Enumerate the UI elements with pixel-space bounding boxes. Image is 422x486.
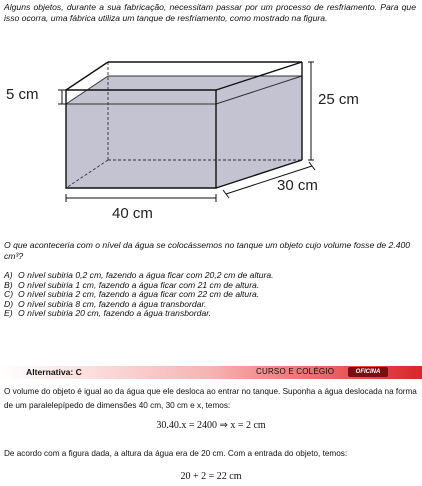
equation-2: 20 + 2 = 22 cm — [180, 471, 242, 482]
option-text: O nível subiria 2 cm, fazendo a água ficar com 22 cm de altura. — [18, 289, 260, 300]
dimension-25cm — [308, 62, 314, 160]
option-letter: B) — [4, 279, 13, 290]
equation-1: 30.40.x = 2400 ⇒ x = 2 cm — [156, 420, 266, 431]
dimension-40cm — [66, 194, 216, 202]
question-text: O que aconteceria com o nível da água se colocássemos no tanque um objeto cujo volume fosse de 2.400 cm³? — [4, 240, 411, 261]
answer-bar — [0, 366, 422, 379]
option-text: O nível subiria 1 cm, fazendo a água ficar com 21 cm de altura. — [18, 279, 260, 290]
label-40cm: 40 cm — [112, 205, 153, 222]
dimension-5cm — [58, 90, 66, 104]
tank-figure — [0, 52, 422, 230]
option-letter: C) — [4, 289, 14, 300]
answer-label: Alternativa: C — [26, 367, 82, 377]
problem-intro: Alguns objetos, durante a sua fabricação, necessitam passar por um processo de resfriamento. Para que isso ocorra, uma fábrica utiliza um tanque de resfriamento, como mostrado na figura. — [4, 2, 416, 23]
course-name: CURSO E COLÉGIO — [256, 367, 335, 376]
option-e[interactable] — [4, 309, 416, 319]
oficina-logo: OFICINA — [348, 367, 388, 377]
label-30cm: 30 cm — [277, 177, 318, 194]
option-letter: D) — [4, 298, 14, 309]
explanation-2: De acordo com a figura dada, a altura da água era de 20 cm. Com a entrada do objeto, temos: — [4, 449, 348, 458]
option-letter: A) — [4, 270, 13, 280]
option-text: O nível subiria 0,2 cm, fazendo a água ficar com 20,2 cm de altura. — [18, 270, 274, 280]
label-5cm: 5 cm — [6, 86, 39, 103]
explanation-1: O volume do objeto é igual ao da água que ele desloca ao entrar no tanque. Suponha a água deslocada na forma de um paralelepípedo de dimensões 40 cm, 30 cm e x, temos: — [4, 387, 417, 410]
option-letter: E) — [4, 308, 13, 319]
label-25cm: 25 cm — [318, 91, 359, 108]
option-text: O nível subiria 8 cm, fazendo a água transbordar. — [18, 298, 207, 309]
option-text: O nível subiria 20 cm, fazendo a água transbordar. — [18, 308, 212, 319]
answer-options — [4, 271, 416, 319]
